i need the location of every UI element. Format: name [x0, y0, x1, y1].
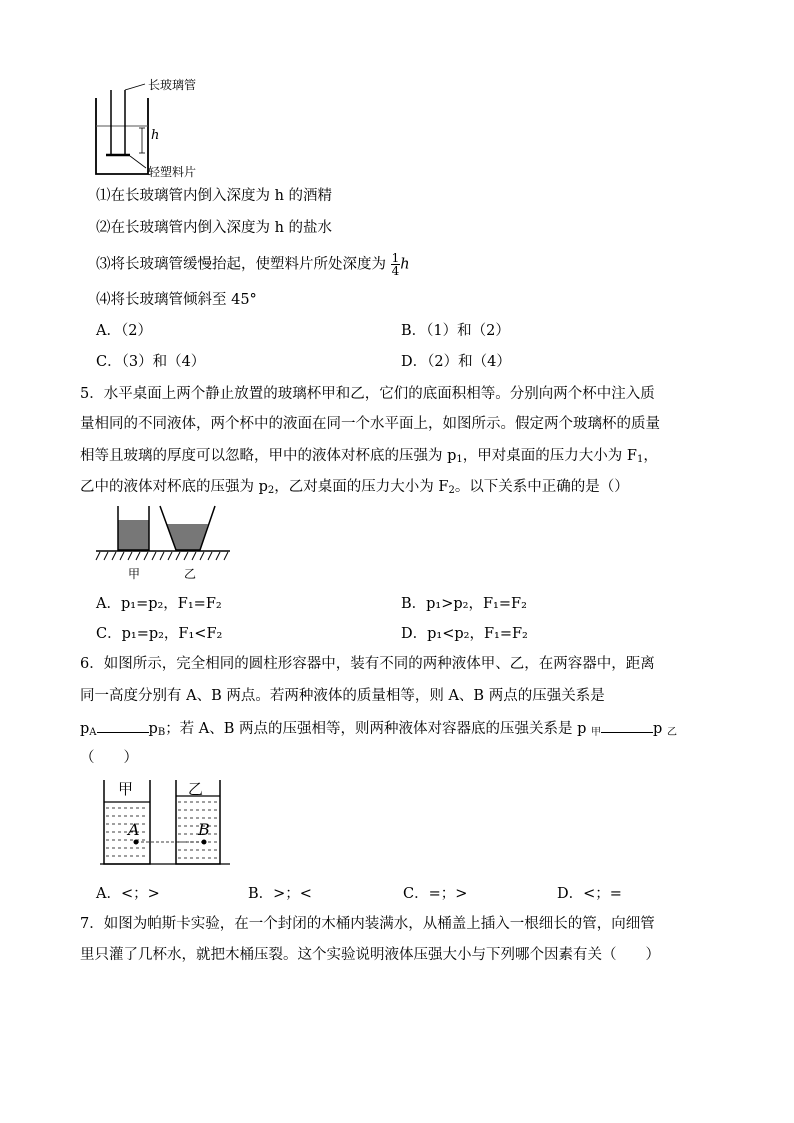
fig-label-sheet: 轻塑料片	[148, 165, 197, 179]
p-a: p	[80, 721, 90, 737]
q6-line-4: （ ）	[80, 750, 138, 766]
q4-item-3-text: ⑶将长玻璃管缓慢抬起，使塑料片所处深度为	[96, 256, 386, 273]
q4-item-3	[96, 252, 410, 277]
q5-line-4-c: 。以下关系中正确的是（）	[454, 479, 629, 495]
p-b: p	[148, 721, 158, 737]
sub-jia: 甲	[591, 727, 602, 738]
q5-line-3-c: ，	[643, 448, 658, 464]
q4-option-c: C．（3）和（4）	[96, 354, 206, 370]
q6-fig-label-jia: 甲	[118, 780, 134, 798]
q4-item-4: ⑷将长玻璃管倾斜至 45°	[96, 292, 257, 308]
q5-option-a: A．p₁=p₂，F₁=F₂	[96, 596, 222, 612]
q6-option-b: B．>；<	[248, 886, 312, 902]
fraction-numerator: 1	[391, 251, 400, 265]
q5-option-d: D．p₁<p₂，F₁=F₂	[401, 626, 528, 642]
q6-fig-point-a: A	[128, 820, 140, 839]
fraction-denominator: 4	[391, 264, 400, 278]
q4-item-3-h: h	[400, 256, 410, 273]
q6-line-2: 同一高度分别有 A、B 两点。若两种液体的质量相等，则 A、B 两点的压强关系是	[80, 688, 605, 704]
answer-blank-2[interactable]	[601, 718, 653, 733]
q5-line-3-b: ，甲对桌面的压力大小为 F	[462, 448, 637, 464]
q4-item-1: ⑴在长玻璃管内倒入深度为 h 的酒精	[96, 188, 333, 204]
q4-option-b: B．（1）和（2）	[401, 323, 510, 339]
sub-a: A	[89, 727, 97, 738]
answer-blank-1[interactable]	[97, 718, 149, 733]
q6-option-c: C．=；>	[403, 886, 468, 902]
q6-line-3	[80, 718, 677, 743]
q5-line-3-a: 相等且玻璃的厚度可以忽略，甲中的液体对杯底的压强为 p	[80, 448, 457, 464]
q6-option-a: A．<；>	[96, 886, 160, 902]
q5-figure	[96, 504, 236, 569]
q4-option-a: A．（2）	[96, 323, 152, 339]
fig-label-tube: 长玻璃管	[148, 78, 197, 92]
q5-line-4-b: ，乙对桌面的压力大小为 F	[274, 479, 449, 495]
p-yi: p	[653, 721, 663, 737]
sub-yi: 乙	[666, 727, 677, 738]
fraction-one-quarter	[391, 252, 401, 277]
q6-line-1: 6．如图所示，完全相同的圆柱形容器中，装有不同的两种液体甲、乙，在两容器中，距离	[80, 656, 655, 672]
q4-item-2: ⑵在长玻璃管内倒入深度为 h 的盐水	[96, 220, 333, 236]
q5-line-1: 5．水平桌面上两个静止放置的玻璃杯甲和乙，它们的底面积相等。分别向两个杯中注入质	[80, 386, 655, 402]
q5-option-b: B．p₁>p₂，F₁=F₂	[401, 596, 527, 612]
q5-fig-label-jia: 甲	[128, 567, 141, 581]
fig-label-h: h	[151, 128, 160, 143]
q7-line-1: 7．如图为帕斯卡实验，在一个封闭的木桶内装满水，从桶盖上插入一根细长的管，向细管	[80, 916, 655, 932]
q7-line-2: 里只灌了几杯水，就把木桶压裂。这个实验说明液体压强大小与下列哪个因素有关（ ）	[80, 947, 660, 963]
q5-line-4: 乙中的液体对杯底的压强为 $p_2$，乙对桌面的压力大小为 $F_2$。以下关系中正确的是（）	[80, 479, 629, 496]
q5-line-3: 相等且玻璃的厚度可以忽略，甲中的液体对杯底的压强为 $p_1$，甲对桌面的压力大小为 $F_1$，	[80, 448, 658, 465]
q5-option-c: C．p₁=p₂，F₁<F₂	[96, 626, 223, 642]
q6-fig-label-yi: 乙	[188, 780, 204, 798]
q5-line-2: 量相同的不同液体，两个杯中的液面在同一个水平面上，如图所示。假定两个玻璃杯的质量	[80, 416, 660, 432]
q4-option-d: D．（2）和（4）	[401, 354, 511, 370]
sub-b: B	[157, 727, 166, 738]
q5-fig-label-yi: 乙	[184, 567, 197, 581]
q6-option-d: D．<；=	[557, 886, 622, 902]
q6-fig-point-b: B	[198, 820, 210, 839]
q6-line-3-text: ；若 A、B 两点的压强相等，则两种液体对容器底的压强关系是 p	[165, 721, 587, 737]
q5-line-4-a: 乙中的液体对杯底的压强为 p	[80, 479, 268, 495]
